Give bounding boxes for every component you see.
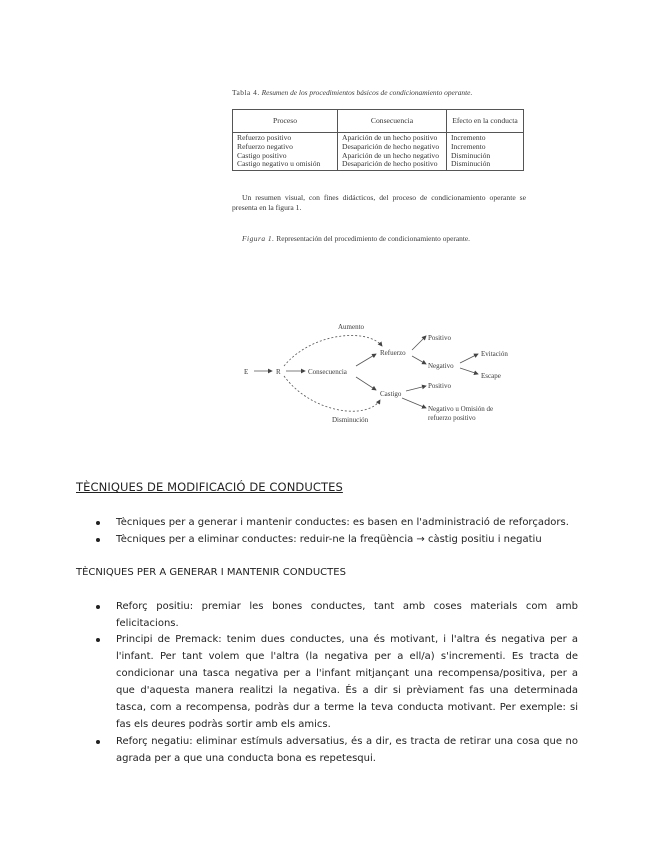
table-header-consequence: Consecuencia	[338, 110, 447, 133]
table-cell-effects	[447, 133, 524, 171]
list-item	[96, 733, 578, 767]
figure-label-refuerzo: Refuerzo	[380, 349, 406, 357]
table-cell-effect: Disminución	[451, 159, 491, 169]
list-item	[96, 631, 578, 733]
bullet-icon	[96, 538, 100, 542]
figure-label-aumento: Aumento	[338, 323, 365, 331]
table-row	[233, 133, 524, 171]
table-cell-effect: Incremento	[451, 141, 486, 151]
bullet-icon	[96, 521, 100, 525]
table-cell-process: Castigo negativo u omisión	[237, 159, 321, 169]
table-caption-text: Resumen de los procedimientos básicos de condicionamiento operante.	[261, 88, 473, 97]
table-cell-process: Castigo positivo	[237, 150, 287, 160]
arrow-disminucion-curve	[284, 376, 380, 411]
list-item	[96, 531, 578, 548]
arrow-to-refuerzo	[356, 354, 376, 366]
table-cell-consequences	[338, 133, 447, 171]
subheading: TÈCNIQUES PER A GENERAR I MANTENIR CONDUCTES	[76, 567, 346, 578]
table-header-process: Proceso	[233, 110, 338, 133]
figure-label-positivo-top: Positivo	[428, 334, 451, 342]
figure-label-negativo: Negativo	[428, 362, 454, 370]
bullet-icon	[96, 740, 100, 744]
arrow-refuerzo-positivo	[412, 336, 426, 350]
intro-bullet-list	[96, 514, 578, 548]
bullet-icon	[96, 605, 100, 609]
table-cell-consequence: Desaparición de hecho negativo	[342, 141, 440, 151]
table-cell-consequence: Desaparición de hecho positivo	[342, 159, 438, 169]
table-cell-effect: Disminución	[451, 150, 491, 160]
table-cell-processes	[233, 133, 338, 171]
list-item-text: Tècniques per a generar i mantenir conductes: es basen en l'administració de reforçadors.	[116, 517, 569, 528]
list-item-text: Principi de Premack: tenim dues conductes, una és motivant, i l'altra és negativa per a l'infant. Per tant volem que l'altra (la negativa per a ell/a) s'incrementi. Es tracta de condicionar una tasca negativa per a l'infant mitjançant una recompensa/positiva, per a que d'aquesta manera realitzi la negativa. És a dir si prèviament fas una determinada tasca, com a recompensa, podràs dur a terme la teva conducta motivant. Per exemple: si fas els deures podràs sortir amb els amics.	[116, 634, 578, 730]
table-caption	[232, 88, 526, 97]
figure-label-escape: Escape	[481, 372, 501, 380]
summary-paragraph-text: Un resumen visual, con fines didácticos, del proceso de condicionamiento operante se presenta en la figura 1.	[232, 193, 526, 212]
summary-table	[232, 109, 524, 171]
figure-label-evitacion: Evitación	[481, 350, 508, 358]
scanned-excerpt	[232, 88, 526, 243]
detail-bullet-list	[96, 598, 578, 632]
arrow-negativo-escape	[460, 368, 478, 374]
figure-label-positivo-bottom: Positivo	[428, 382, 451, 390]
summary-paragraph	[232, 193, 526, 212]
table-caption-label: Tabla 4.	[232, 88, 260, 97]
table-cell-consequence: Aparición de un hecho negativo	[342, 150, 439, 160]
bullet-icon	[96, 638, 100, 642]
detail-bullet-list	[96, 631, 578, 733]
figure-label-omision-1: Negativo u Omisión de	[428, 405, 494, 413]
figure-label-consecuencia: Consecuencia	[308, 368, 347, 376]
table-cell-process: Refuerzo negativo	[237, 141, 293, 151]
arrow-castigo-negativo	[402, 398, 426, 408]
detail-bullet-list	[96, 733, 578, 767]
arrow-aumento-curve	[284, 335, 382, 366]
table-cell-process: Refuerzo positivo	[237, 133, 292, 142]
arrow-to-castigo	[356, 377, 376, 390]
list-item	[96, 514, 578, 531]
figure-caption	[232, 234, 526, 243]
list-item-text: Reforç negatiu: eliminar estímuls adversatius, és a dir, es tracta de retirar una cosa que no agrada per a que una conducta bona es repetesqui.	[116, 736, 578, 764]
table-cell-consequence: Aparición de un hecho positivo	[342, 133, 438, 142]
table-header-effect: Efecto en la conducta	[447, 110, 524, 133]
figure-caption-label: Figura 1.	[242, 234, 275, 244]
arrow-negativo-evitacion	[460, 354, 478, 363]
section-title: TÈCNIQUES DE MODIFICACIÓ DE CONDUCTES	[76, 480, 343, 494]
arrow-castigo-positivo	[406, 386, 426, 391]
figure-caption-text: Representación del procedimiento de condicionamiento operante.	[276, 234, 471, 244]
list-item-text: Reforç positiu: premiar les bones conductes, tant amb coses materials com amb felicitacions.	[116, 601, 578, 629]
figure-label-e: E	[244, 368, 249, 376]
table-cell-effect: Incremento	[451, 133, 486, 142]
list-item	[96, 598, 578, 632]
operant-conditioning-diagram	[232, 318, 532, 430]
list-item-text: Tècniques per a eliminar conductes: reduir-ne la freqüència → càstig positiu i negatiu	[116, 534, 542, 545]
figure-label-omision-2: refuerzo positivo	[428, 414, 476, 422]
figure-label-castigo: Castigo	[380, 390, 402, 398]
figure-label-disminucion: Disminución	[332, 416, 369, 424]
arrow-refuerzo-negativo	[412, 356, 426, 364]
figure-label-r: R	[276, 368, 281, 376]
